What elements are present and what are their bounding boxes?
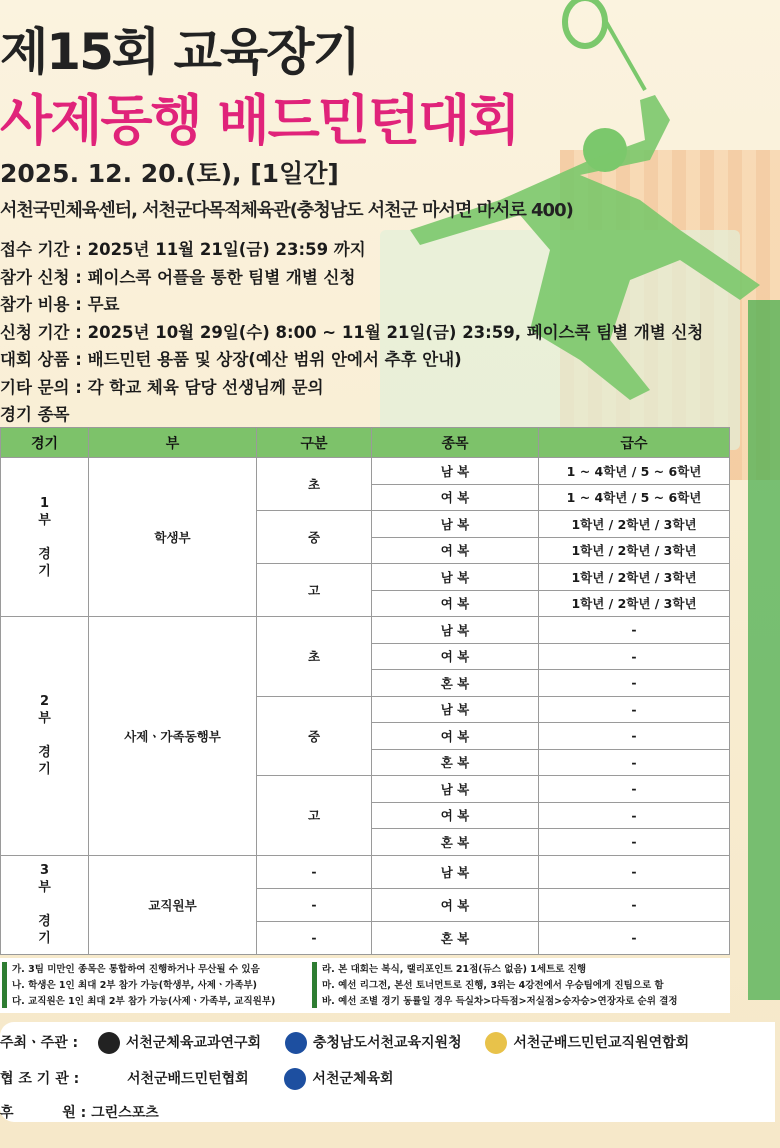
level-cell: 중 (257, 696, 372, 776)
note-item: 가. 3팀 미만인 종목은 통합하여 진행하거나 무산될 수 있음 (12, 964, 260, 975)
notes-bar-left (2, 962, 7, 1008)
level-cell: 중 (257, 511, 372, 564)
event-cell: 남 복 (372, 564, 539, 591)
event-cell: 여 복 (372, 802, 539, 829)
game-cell: 2 부 경 기 (1, 617, 89, 856)
grade-cell: - (539, 802, 730, 829)
notes-left (12, 962, 275, 1010)
grade-cell: - (539, 829, 730, 856)
level-cell: - (257, 855, 372, 888)
th-game: 경기 (1, 428, 89, 458)
info-row: 접수 기간 : 2025년 11월 21일(금) 23:59 까지 (0, 240, 366, 259)
event-date: 2025. 12. 20.(토), [1일간] (0, 159, 339, 188)
education-office-logo-icon (285, 1032, 307, 1054)
grade-cell: 1 ~ 4학년 / 5 ~ 6학년 (539, 458, 730, 485)
event-cell: 혼 복 (372, 829, 539, 856)
event-cell: 혼 복 (372, 749, 539, 776)
event-cell: 혼 복 (372, 921, 539, 954)
game-cell: 1 부 경 기 (1, 458, 89, 617)
th-division: 부 (89, 428, 257, 458)
grade-cell: 1학년 / 2학년 / 3학년 (539, 537, 730, 564)
grade-cell: 1학년 / 2학년 / 3학년 (539, 511, 730, 538)
section-title: 경기 종목 (0, 405, 70, 424)
event-cell: 여 복 (372, 643, 539, 670)
grade-cell: - (539, 855, 730, 888)
info-list (0, 236, 703, 429)
level-cell: - (257, 921, 372, 954)
grade-cell: - (539, 643, 730, 670)
level-cell: 초 (257, 458, 372, 511)
level-cell: - (257, 888, 372, 921)
table-row (1, 458, 730, 485)
grade-cell: - (539, 749, 730, 776)
table-header-row (1, 428, 730, 458)
coop-row: 협 조 기 관 : 서천군배드민턴협회 서천군체육회 (0, 1068, 394, 1090)
level-cell: 고 (257, 564, 372, 617)
grade-cell: 1 ~ 4학년 / 5 ~ 6학년 (539, 484, 730, 511)
title-line2: 사제동행 배드민턴대회 (0, 89, 519, 152)
table-row (1, 617, 730, 644)
sports-council-logo-icon (284, 1068, 306, 1090)
event-cell: 여 복 (372, 590, 539, 617)
host-logo-icon (98, 1032, 120, 1054)
division-cell: 사제ㆍ가족동행부 (89, 617, 257, 856)
event-cell: 여 복 (372, 537, 539, 564)
division-cell: 교직원부 (89, 855, 257, 954)
event-cell: 여 복 (372, 484, 539, 511)
grade-cell: - (539, 723, 730, 750)
level-cell: 초 (257, 617, 372, 697)
support-row: 후 원 : 그린스포츠 (0, 1105, 159, 1121)
info-row: 대회 상품 : 배드민턴 용품 및 상장(예산 범위 안에서 추후 안내) (0, 350, 462, 369)
info-row: 참가 신청 : 페이스콕 어플을 통한 팀별 개별 신청 (0, 267, 356, 287)
table-row (1, 855, 730, 888)
host-row: 주최ㆍ주관 : 서천군체육교과연구회 충청남도서천교육지원청 서천군배드민턴교직원연합회 (0, 1032, 689, 1054)
event-cell: 남 복 (372, 458, 539, 485)
th-event: 종목 (372, 428, 539, 458)
grade-cell: - (539, 617, 730, 644)
note-item: 나. 학생은 1인 최대 2부 참가 가능(학생부, 사제ㆍ가족부) (12, 980, 257, 991)
table-body (1, 458, 730, 955)
event-cell: 혼 복 (372, 670, 539, 697)
event-cell: 남 복 (372, 696, 539, 723)
grade-cell: - (539, 696, 730, 723)
events-table (0, 427, 730, 955)
event-cell: 여 복 (372, 888, 539, 921)
grade-cell: - (539, 921, 730, 954)
notes-box (0, 958, 730, 1013)
notes-right (322, 962, 678, 1010)
note-item: 마. 예선 리그전, 본선 토너먼트로 진행, 3위는 4강전에서 우승팀에게 진팀으로 함 (322, 980, 664, 991)
sponsors-box (0, 1022, 775, 1122)
th-level: 구분 (257, 428, 372, 458)
note-item: 바. 예선 조별 경기 동률일 경우 득실차>다득점>저실점>승자승>연장자로 순위 결정 (322, 996, 678, 1007)
game-cell: 3 부 경 기 (1, 855, 89, 954)
grade-cell: 1학년 / 2학년 / 3학년 (539, 564, 730, 591)
event-cell: 남 복 (372, 776, 539, 803)
info-row: 신청 기간 : 2025년 10월 29일(수) 8:00 ~ 11월 21일(금) 23:59, 페이스콕 팀별 개별 신청 (0, 322, 704, 342)
event-cell: 남 복 (372, 511, 539, 538)
notes-bar-right (312, 962, 317, 1008)
association-logo-icon (485, 1032, 507, 1054)
division-cell: 학생부 (89, 458, 257, 617)
level-cell: 고 (257, 776, 372, 856)
event-venue: 서천국민체육센터, 서천군다목적체육관(충청남도 서천군 마서면 마서로 400) (0, 200, 573, 221)
grade-cell: - (539, 670, 730, 697)
grade-cell: 1학년 / 2학년 / 3학년 (539, 590, 730, 617)
title-line1: 제15회 교육장기 (0, 23, 359, 81)
th-grade: 급수 (539, 428, 730, 458)
event-cell: 남 복 (372, 617, 539, 644)
grade-cell: - (539, 888, 730, 921)
grade-cell: - (539, 776, 730, 803)
note-item: 다. 교직원은 1인 최대 2부 참가 가능(사제ㆍ가족부, 교직원부) (12, 996, 276, 1007)
event-cell: 여 복 (372, 723, 539, 750)
info-row: 기타 문의 : 각 학교 체육 담당 선생님께 문의 (0, 377, 324, 397)
note-item: 라. 본 대회는 복식, 랠리포인트 21점(듀스 없음) 1세트로 진행 (322, 964, 587, 975)
event-cell: 남 복 (372, 855, 539, 888)
info-row: 참가 비용 : 무료 (0, 295, 120, 314)
